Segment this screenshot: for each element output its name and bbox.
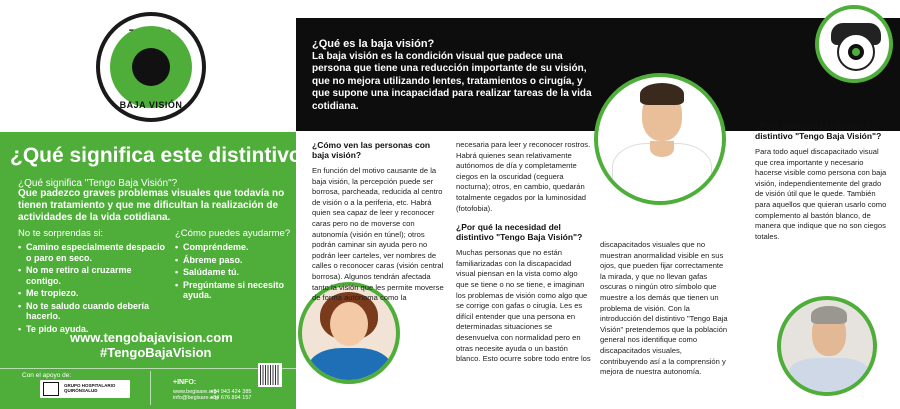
photo-smiling-man xyxy=(594,73,726,205)
qr-code-icon[interactable] xyxy=(258,363,282,387)
surprise-list xyxy=(18,242,168,334)
sponsor-logo xyxy=(40,380,130,398)
info-phone2: +34 676 894 157 xyxy=(210,395,252,401)
col2-body1: necesaria para leer y reconocer rostros. Habrá quienes sean relativamente autónomos de día y completamente ciegos en la oscuridad (ceguera nocturna); otros, en cambio, quedarán totalmente cegados por la luminosidad (fotofobia). xyxy=(456,140,591,213)
surprise-list-block xyxy=(18,228,168,336)
badge-center-dot xyxy=(132,48,170,86)
list-item: • Ábreme paso. xyxy=(175,255,287,266)
support-label: Con el apoyo de: xyxy=(22,372,72,379)
sponsor-logo-mark-icon xyxy=(43,382,59,396)
list-item: • Compréndeme. xyxy=(175,242,287,253)
tengo-baja-vision-badge xyxy=(96,12,206,122)
list-item: • Camino especialmente despacio o paro en seco. xyxy=(18,242,168,263)
list-item: • Te pido ayuda. xyxy=(18,324,168,335)
col4-body: Para todo aquel discapacitado visual que crea importante y necesario hacerse visible como persona con baja visión, independientemente del grado de visión útil que le quede. También para aquellos que quieran usarlo como complemento al bastón blanco, de manera que indique que no son ciegos totales. xyxy=(755,147,887,241)
list-item: • Me tropiezo. xyxy=(18,288,168,299)
logo-line1: GRUPO HOSPITALARIO xyxy=(64,383,116,388)
col1-heading: ¿Cómo ven las personas con baja visión? xyxy=(312,140,431,160)
list-item: • No te saludo cuando debería hacerlo. xyxy=(18,301,168,322)
badge-pin-icon xyxy=(837,33,875,71)
footer-separator xyxy=(150,371,151,405)
badge-text-bottom: BAJA VISIÓN xyxy=(119,100,183,110)
article-column-4 xyxy=(755,121,893,242)
footer-divider xyxy=(0,368,296,369)
article-column-2 xyxy=(456,140,592,365)
article-column-3 xyxy=(600,240,730,378)
help-heading: ¿Cómo puedes ayudarme? xyxy=(175,228,291,239)
info-web[interactable]: www.begisare.org xyxy=(173,389,217,395)
left-title: ¿Qué significa este distintivo? xyxy=(10,144,315,167)
info-mail[interactable]: info@begisare.org xyxy=(173,395,219,401)
banner-text: La baja visión es la condición visual que padece una persona que tiene una reducción importante de su visión, que no mejora utilizando lentes, tratamientos o cirugía, y que supone una incapacidad para realizar tareas de la vida cotidiana. xyxy=(312,51,592,112)
col4-heading: ¿Para quién está indicado el distintivo "Tengo Baja Visión"? xyxy=(755,121,882,141)
list-item: • Pregúntame si necesito ayuda. xyxy=(175,280,287,301)
list-item: • Salúdame tú. xyxy=(175,267,287,278)
article-column-1 xyxy=(312,140,448,304)
left-question: ¿Qué significa "Tengo Baja Visión"? xyxy=(18,178,178,189)
help-list xyxy=(175,242,287,301)
badge-green-ring xyxy=(110,26,192,108)
col1-body: En función del motivo causante de la baja visión, la percepción puede ser borrosa, parcheada, reducida al centro de visión o a la periferia, etc. Habrá quien sea capaz de leer y reconocer caras pero no de moverse con autonomía (visión en túnel); otros podrán caminar sin ayuda pero no podrán leer carteles, ver nombres de calles o reconocer caras (visión central borrosa). Algunos tendrán afectada tanto la visión que les permite moverse de forma autónoma como la xyxy=(312,166,444,303)
col2-heading: ¿Por qué la necesidad del distintivo "Tengo Baja Visión"? xyxy=(456,222,583,243)
col3-body: discapacitados visuales que no muestran anormalidad visible en sus ojos, que pueden fijar correctamente la mirada, y que no llevan gafas oscuras o ningún otro símbolo que muestre a los demás que tienen un problema de visión. Con la introducción del distintivo "Tengo Baja Visión" pretendemos que la población general nos identifique como discapacitados visuales, contribuyendo así a la comprensión y mejora de nuestra autonomía. xyxy=(600,240,728,377)
col2-body2: Muchas personas que no están familiarizadas con la discapacidad visual piensan en la vista como algo que se tiene o no se tiene, e imaginan los problemas de visión como algo que se corrige con gafas o cirugía. Les es difícil entender que una persona en determinadas situaciones se desenvuelva con normalidad pero en otras necesite ayuda o un bastón blanco. Esto ocurre sobre todo entre los xyxy=(456,248,591,364)
left-intro: Que padezco graves problemas visuales que todavía no tienen tratamiento y que me dificultan la realización de actividades de la vida cotidiana. xyxy=(18,188,285,223)
photo-older-man xyxy=(777,296,877,396)
help-list-block xyxy=(175,228,291,303)
list-item: • No me retiro al cruzarme contigo. xyxy=(18,265,168,286)
surprise-heading: No te sorprendas si: xyxy=(18,228,104,239)
website-link[interactable]: www.tengobajavision.com xyxy=(70,330,233,345)
info-title: +INFO: xyxy=(173,379,197,386)
info-phones xyxy=(210,389,251,401)
logo-line2: QUIRÓNSALUD xyxy=(64,388,98,393)
info-phone1: +34 943 424 385 xyxy=(210,389,252,395)
hashtag: #TengoBajaVision xyxy=(100,345,212,360)
badge-closeup-photo xyxy=(815,5,893,83)
banner-question: ¿Qué es la baja visión? xyxy=(312,38,435,50)
